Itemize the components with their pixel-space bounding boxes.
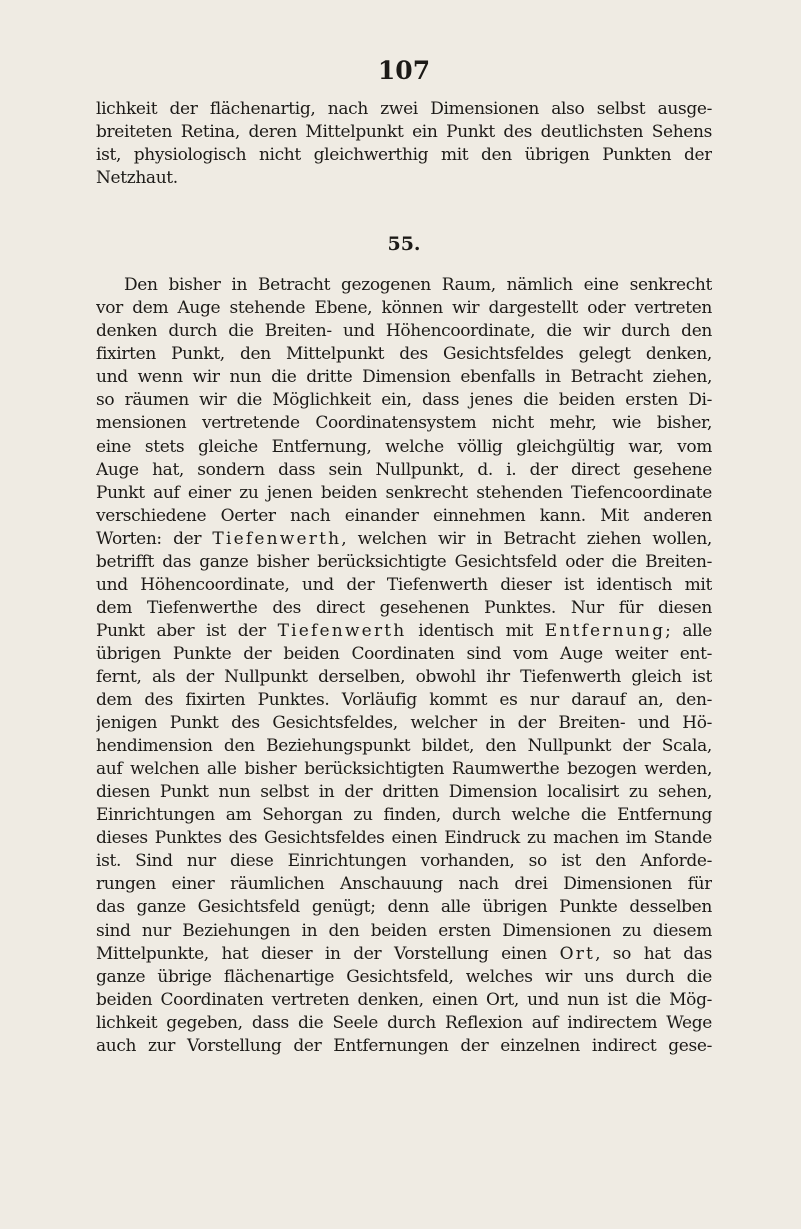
text-line: diesen Punkt nun selbst in der dritten Dimension localisirt zu sehen, <box>96 782 712 803</box>
emphasis-term: Entfernung <box>544 620 666 641</box>
text-line: Den bisher in Betracht gezogenen Raum, nämlich eine senkrecht <box>124 275 712 296</box>
text-line: beiden Coordinaten vertreten denken, einen Ort, und nun ist die Mög- <box>96 989 712 1010</box>
text-run: , so hat das <box>595 943 712 964</box>
text-line: Einrichtungen am Sehorgan zu finden, durch welche die Entfernung <box>96 805 712 826</box>
text-line: dieses Punktes des Gesichtsfeldes einen Eindruck zu machen im Stande <box>96 828 712 849</box>
text-line: so räumen wir die Möglichkeit ein, dass jenes die beiden ersten Di- <box>96 390 712 411</box>
text-line <box>96 528 712 551</box>
text-line: Punkt auf einer zu jenen beiden senkrecht stehenden Tiefencoordinate <box>96 482 712 503</box>
emphasis-term: Tiefenwerth <box>212 528 342 549</box>
text-line: hendimension den Beziehungspunkt bildet, den Nullpunkt der Scala, <box>96 736 712 757</box>
text-line: vor dem Auge stehende Ebene, können wir dargestellt oder vertreten <box>96 298 712 319</box>
text-line <box>96 943 712 966</box>
text-run: Punkt aber ist der <box>96 620 278 641</box>
text-line: denken durch die Breiten- und Höhencoordinate, die wir durch den <box>96 321 712 342</box>
text-line: betrifft das ganze bisher berücksichtigte Gesichtsfeld oder die Breiten- <box>96 551 712 572</box>
text-line: ganze übrige flächenartige Gesichtsfeld, welches wir uns durch die <box>96 966 712 987</box>
page-number: 107 <box>377 56 431 85</box>
text-line: lichkeit der flächenartig, nach zwei Dimensionen also selbst ausge- <box>96 99 712 119</box>
text-line: dem des fixirten Punktes. Vorläufig kommt es nur darauf an, den- <box>96 690 712 711</box>
text-line: das ganze Gesichtsfeld genügt; denn alle übrigen Punkte desselben <box>96 897 712 918</box>
paragraph-main <box>96 274 712 1058</box>
text-line: und Höhencoordinate, und der Tiefenwerth dieser ist identisch mit <box>96 574 712 595</box>
text-line: mensionen vertretende Coordinatensystem nicht mehr, wie bisher, <box>96 413 712 434</box>
text-line: verschiedene Oerter nach einander einnehmen kann. Mit anderen <box>96 505 712 526</box>
text-line: sind nur Beziehungen in den beiden ersten Dimensionen zu diesem <box>96 920 712 941</box>
text-line: eine stets gleiche Entfernung, welche völlig gleichgültig war, vom <box>96 436 712 457</box>
text-line: fixirten Punkt, den Mittelpunkt des Gesichtsfeldes gelegt denken, <box>96 344 712 365</box>
emphasis-term: Ort <box>559 943 596 964</box>
paragraph-continued <box>96 98 712 190</box>
text-line: auf welchen alle bisher berücksichtigten Raumwerthe bezogen werden, <box>96 759 712 780</box>
text-line: jenigen Punkt des Gesichtsfeldes, welcher in der Breiten- und Hö- <box>96 713 712 734</box>
book-page <box>96 56 712 1058</box>
text-line: auch zur Vorstellung der Entfernungen der einzelnen indirect gese- <box>96 1035 712 1056</box>
text-line <box>96 620 712 643</box>
text-line: und wenn wir nun die dritte Dimension ebenfalls in Betracht ziehen, <box>96 367 712 388</box>
section-number: 55. <box>387 233 421 256</box>
text-run: Mittelpunkte, hat dieser in der Vorstellung einen <box>96 943 560 964</box>
text-line: dem Tiefenwerthe des direct gesehenen Punktes. Nur für diesen <box>96 597 712 618</box>
text-run: Worten: der <box>96 528 213 549</box>
text-run: identisch mit <box>406 620 545 641</box>
text-line: lichkeit gegeben, dass die Seele durch Reflexion auf indirectem Wege <box>96 1012 712 1033</box>
text-run: ; alle <box>665 620 712 641</box>
text-line: fernt, als der Nullpunkt derselben, obwohl ihr Tiefenwerth gleich ist <box>96 666 712 687</box>
text-line: Netzhaut. <box>96 168 178 189</box>
text-line: Auge hat, sondern dass sein Nullpunkt, d. i. der direct gesehene <box>96 459 712 480</box>
text-line: breiteten Retina, deren Mittelpunkt ein Punkt des deutlichsten Sehens <box>96 122 712 143</box>
text-run: , welchen wir in Betracht ziehen wollen, <box>341 528 712 549</box>
text-line: rungen einer räumlichen Anschauung nach drei Dimensionen für <box>96 874 712 895</box>
text-line: übrigen Punkte der beiden Coordinaten sind vom Auge weiter ent- <box>96 643 712 664</box>
emphasis-term: Tiefenwerth <box>277 620 407 641</box>
text-line: ist, physiologisch nicht gleichwerthig mit den übrigen Punkten der <box>96 145 712 166</box>
text-line: ist. Sind nur diese Einrichtungen vorhanden, so ist den Anforde- <box>96 851 712 872</box>
